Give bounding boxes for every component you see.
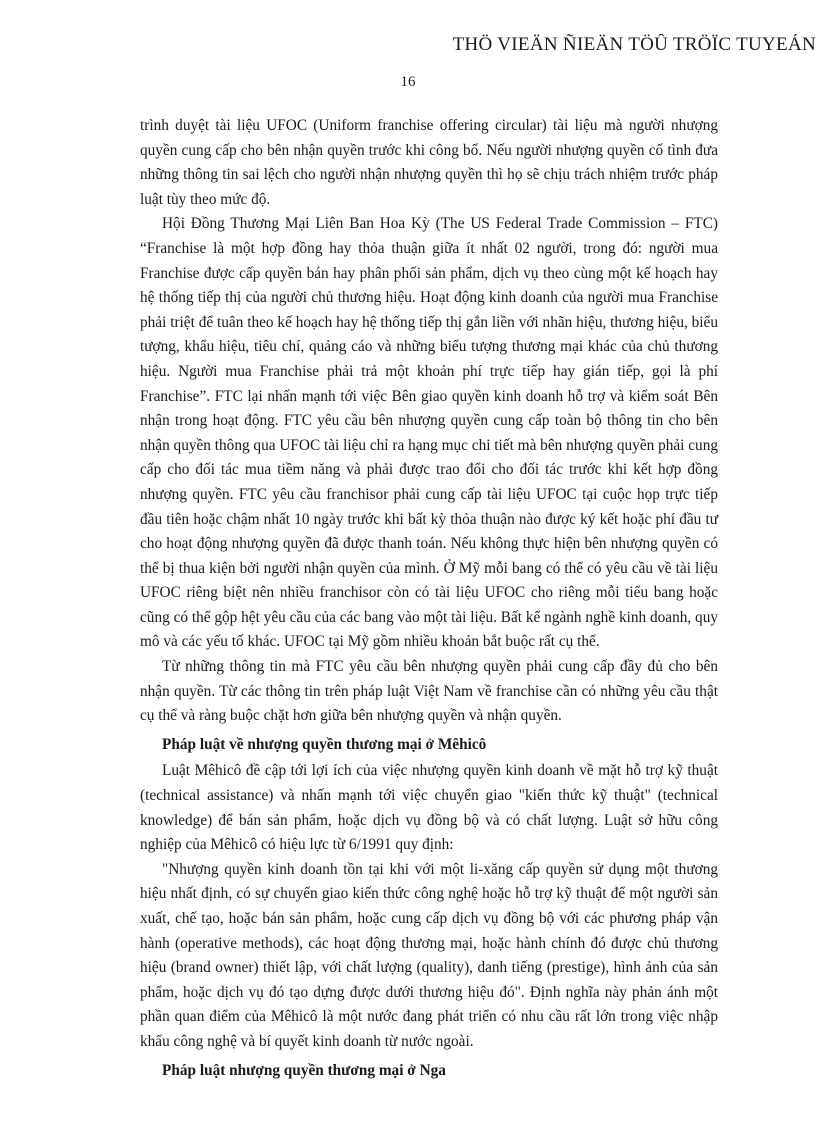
paragraph-mexico-law: Luật Mêhicô đề cập tới lợi ích của việc nhượng quyền kinh doanh về mặt hỗ trợ kỹ thuật (technical assistance) và nhấn mạnh tới việc chuyển giao "kiến thức kỹ thuật" (technical knowledge) để bán sản phẩm, hoặc dịch vụ đồng bộ và có chất lượng. Luật sở hữu công nghiệp của Mêhicô có hiệu lực từ 6/1991 quy định:: [140, 762, 718, 854]
paragraph-conclusion: Từ những thông tin mà FTC yêu cầu bên nhượng quyền phải cung cấp đầy đủ cho bên nhận quyền. Từ các thông tin trên pháp luật Việt Nam về franchise cần có những yêu cầu thật cụ thể và ràng buộc chặt hơn giữa bên nhượng quyền và nhận quyền.: [140, 658, 718, 725]
paragraph-mexico-quote: "Nhượng quyền kinh doanh tồn tại khi với một li-xăng cấp quyền sử dụng một thương hiệu nhất định, có sự chuyển giao kiến thức công nghệ hoặc hỗ trợ kỹ thuật để một người sản xuất, chế tạo, hoặc bán sản phẩm, hoặc cung cấp dịch vụ đồng bộ với các phương pháp vận hành (operative methods), các hoạt động thương mại, hoặc hành chính đó được chủ thương hiệu (brand owner) thiết lập, với chất lượng (quality), danh tiếng (prestige), hình ảnh của sản phẩm, hoặc dịch vụ đó tạo dựng được dưới thương hiệu đó". Định nghĩa này phản ánh một phần quan điểm của Mêhicô là một nước đang phát triển có nhu cầu rất lớn trong việc nhập khẩu công nghệ và bí quyết kinh doanh từ nước ngoài.: [140, 860, 718, 1050]
paragraph-ftc: Hội Đồng Thương Mại Liên Ban Hoa Kỳ (The US Federal Trade Commission – FTC) “Franchise là một hợp đồng hay thỏa thuận giữa ít nhất 02 người, trong đó: người mua Franchise được cấp quyền bán hay phân phối sản phẩm, dịch vụ theo cùng một kế hoạch hay hệ thống tiếp thị của người chủ thương hiệu. Hoạt động kinh doanh của người mua Franchise phải triệt để tuân theo kế hoạch hay hệ thống tiếp thị gắn liền với nhãn hiệu, thương hiệu, biểu tượng, khẩu hiệu, tiêu chí, quảng cáo và những biểu tượng thương mại khác của chủ thương hiệu. Người mua Franchise phải trả một khoản phí trực tiếp hay gián tiếp, gọi là phí Franchise”. FTC lại nhấn mạnh tới việc Bên giao quyền kinh doanh hỗ trợ và kiểm soát Bên nhận trong hoạt động. FTC yêu cầu bên nhượng quyền cung cấp toàn bộ thông tin cho bên nhận quyền thông qua UFOC tài liệu chỉ ra hạng mục chi tiết mà bên nhượng quyền phải cung cấp cho đối tác mua tiềm năng và phải được trao đổi cho đối tác trước khi kết hợp đồng nhượng quyền. FTC yêu cầu franchisor phải cung cấp tài liệu UFOC tại cuộc họp trực tiếp đầu tiên hoặc chậm nhất 10 ngày trước khi bất kỳ thỏa thuận nào được ký kết hoặc phí đầu tư cho hoạt động nhượng quyền đã được thanh toán. Nếu không thực hiện bên nhượng quyền có thể bị thua kiện bởi người nhận quyền của mình. Ở Mỹ mỗi bang có thể có yêu cầu về tài liệu UFOC riêng biệt nên nhiều franchisor còn có tài liệu UFOC cho riêng mỗi tiểu bang hoặc cũng có thể gộp hệt yêu cầu của các bang vào một tài liệu. Bất kể ngành nghề kinh doanh, quy mô và các yếu tố khác. UFOC tại Mỹ gồm nhiều khoản bắt buộc rất cụ thể.: [140, 215, 718, 651]
running-header: THÖ VIEÄN ÑIEÄN TÖÛ TRÖÏC TUYEÁN: [452, 34, 816, 55]
heading-mexico: Pháp luật về nhượng quyền thương mại ở Mêhicô: [162, 735, 487, 753]
page-number: 16: [400, 74, 416, 90]
paragraph-continuation: trình duyệt tài liệu UFOC (Uniform franchise offering circular) tài liệu mà người nhượng quyền cung cấp cho bên nhận quyền trước khi công bố. Nếu người nhượng quyền cố tình đưa những thông tin sai lệch cho người nhận nhượng quyền thì họ sẽ chịu trách nhiệm trước pháp luật tùy theo mức độ.: [140, 117, 718, 208]
heading-russia: Pháp luật nhượng quyền thương mại ở Nga: [162, 1061, 446, 1079]
page-body: [140, 114, 718, 1085]
